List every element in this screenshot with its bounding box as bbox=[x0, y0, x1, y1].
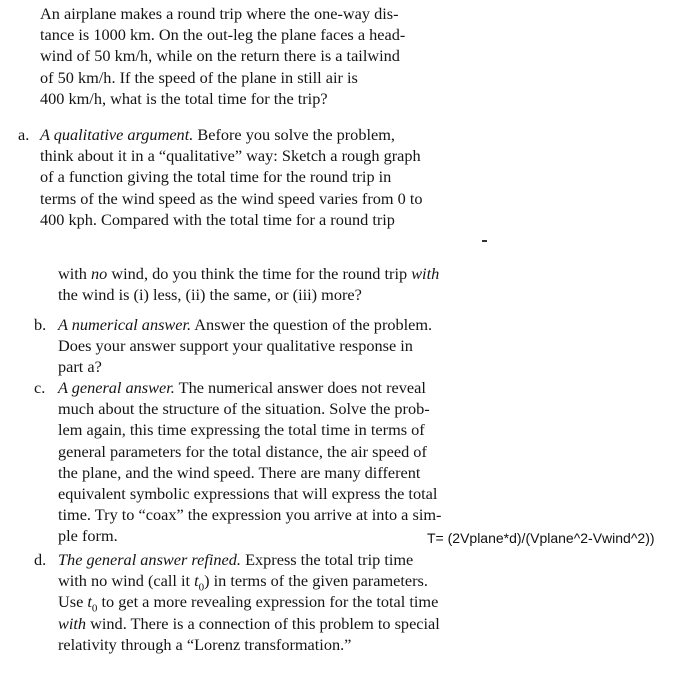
part-b-title: A numerical answer. bbox=[58, 315, 192, 334]
part-a-line: the wind is (i) less, (ii) the same, or (iii) more? bbox=[58, 285, 362, 305]
text-run: Answer the question of the problem. bbox=[191, 315, 433, 334]
part-d-line bbox=[58, 570, 440, 594]
part-c-line: ple form. bbox=[58, 526, 118, 546]
part-a-line: 400 kph. Compared with the total time for a round trip bbox=[40, 209, 395, 229]
problem-line: tance is 1000 km. On the out-leg the plane faces a head- bbox=[40, 25, 406, 45]
part-c-line bbox=[58, 377, 441, 398]
part-a-line bbox=[40, 124, 423, 145]
part-a-line: of a function giving the total time for the round trip in bbox=[40, 167, 392, 187]
part-c-line: general parameters for the total distance, the air speed of bbox=[58, 441, 427, 461]
emphasis-with: with bbox=[411, 264, 440, 283]
part-b-line: part a? bbox=[58, 357, 102, 377]
emphasis-no: no bbox=[91, 264, 108, 283]
part-d-line bbox=[58, 591, 440, 615]
problem-line: 400 km/h, what is the total time for the trip? bbox=[40, 88, 328, 108]
part-a-text: Before you solve the problem, bbox=[193, 125, 395, 144]
page-break-mark bbox=[482, 240, 487, 242]
part-b-line: Does your answer support your qualitative response in bbox=[58, 336, 413, 356]
text-run: to get a more revealing expression for the total time bbox=[97, 592, 439, 612]
part-b-line bbox=[58, 314, 432, 335]
typed-answer: T= (2Vplane*d)/(Vplane^2-Vwind^2)) bbox=[427, 530, 655, 546]
text-run: wind, do you think the time for the round trip bbox=[107, 264, 412, 283]
text-run: Use bbox=[58, 592, 88, 612]
t0-subscript: 0 bbox=[198, 581, 205, 594]
t0-symbol: t bbox=[87, 592, 92, 612]
part-a bbox=[40, 124, 423, 230]
part-c-line: equivalent symbolic expressions that will express the total bbox=[58, 483, 438, 503]
part-c-line: much about the structure of the situation. Solve the prob- bbox=[58, 399, 430, 419]
text-run: with no wind (call it bbox=[58, 571, 195, 591]
part-d-line bbox=[58, 549, 440, 570]
part-c-line: lem again, this time expressing the total time in terms of bbox=[58, 420, 425, 440]
part-c-line: time. Try to “coax” the expression you arrive at into a sim- bbox=[58, 505, 442, 525]
part-c-title: A general answer. bbox=[58, 378, 175, 397]
part-b bbox=[58, 314, 432, 378]
part-a-title: A qualitative argument. bbox=[40, 125, 194, 144]
part-a-line: think about it in a “qualitative” way: Sketch a rough graph bbox=[40, 146, 421, 166]
part-a-line bbox=[58, 263, 439, 284]
problem-line: of 50 km/h. If the speed of the plane in still air is bbox=[40, 67, 358, 87]
part-d-marker: d. bbox=[34, 550, 47, 569]
part-c-line: the plane, and the wind speed. There are many different bbox=[58, 462, 421, 482]
part-c bbox=[58, 377, 441, 547]
part-d bbox=[58, 549, 440, 655]
part-a-line: terms of the wind speed as the wind speed varies from 0 to bbox=[40, 188, 423, 208]
problem-statement bbox=[40, 3, 405, 109]
problem-line: wind of 50 km/h, while on the return there is a tailwind bbox=[40, 46, 400, 66]
part-b-marker: b. bbox=[34, 315, 47, 334]
t0-subscript: 0 bbox=[91, 602, 98, 615]
part-a-marker: a. bbox=[18, 125, 30, 144]
part-c-marker: c. bbox=[34, 378, 46, 397]
part-d-line: relativity through a “Lorenz transformation.” bbox=[58, 634, 352, 654]
text-run: The numerical answer does not reveal bbox=[174, 378, 426, 397]
part-d-line bbox=[58, 613, 440, 634]
part-a-continued bbox=[58, 263, 439, 305]
text-run: wind. There is a connection of this problem to special bbox=[86, 613, 440, 633]
part-d-title: The general answer refined. bbox=[58, 550, 241, 569]
problem-line: An airplane makes a round trip where the one-way dis- bbox=[40, 4, 399, 23]
t0-symbol: t bbox=[194, 571, 199, 591]
text-run: ) in terms of the given parameters. bbox=[204, 571, 428, 591]
emphasis-with: with bbox=[58, 613, 87, 633]
text-run: Express the total trip time bbox=[241, 550, 414, 569]
text-run: with bbox=[58, 264, 92, 283]
